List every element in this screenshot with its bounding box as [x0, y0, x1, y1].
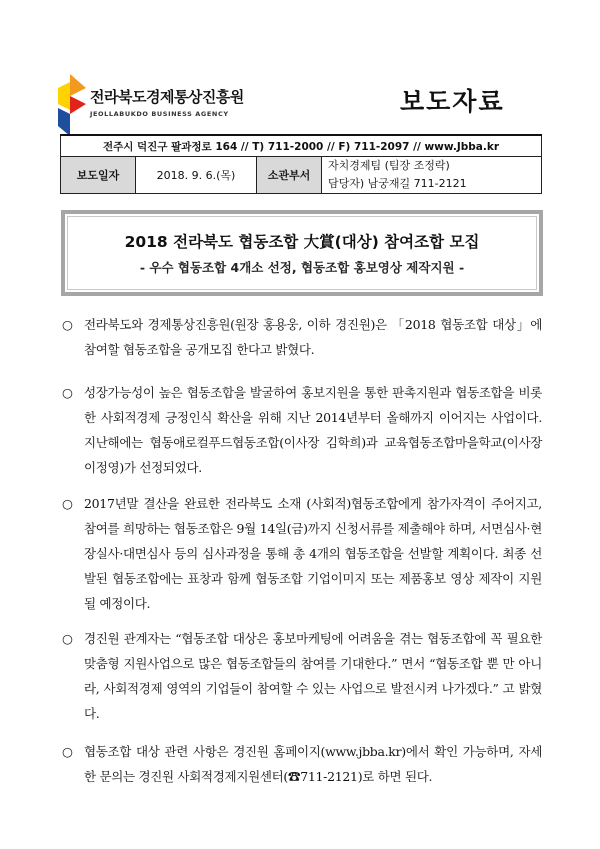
- address-contact: 전주시 덕진구 팔과정로 164 // T) 711-2000 // F) 711-2097 // www.Jbba.kr: [61, 135, 542, 157]
- logo-orange-shape: [70, 74, 86, 96]
- release-date-value: 2018. 9. 6.(목): [136, 157, 257, 194]
- headline-inner-border: [67, 216, 537, 290]
- headline-subtitle: - 우수 협동조합 4개소 선정, 협동조합 홍보영상 제작지원 -: [139, 260, 465, 275]
- body-paragraph-4: [62, 626, 542, 726]
- bullet-circle: ○: [62, 317, 73, 332]
- logo-red-shape: [70, 96, 86, 114]
- paragraph-text: 성장가능성이 높은 협동조합을 발굴하여 홍보지원을 통한 판촉지원과 협동조합을 비롯한 사회적경제 긍정인식 확산을 위해 지난 2014년부터 올해까지 이어지는 사업이다. 지난해에는 협동애로컬푸드협동조합(이사장 김학희)과 교육협동조합마을학교(이사장 이정영)가 선정되었다.: [84, 385, 542, 475]
- paragraph-text: 전라북도와 경제통상진흥원(원장 홍용웅, 이하 경진원)은 「2018 협동조합 대상」에 참여할 협동조합을 공개모집 한다고 밝혔다.: [84, 317, 542, 357]
- department-team: 자치경제팀 (팀장 조정락): [328, 159, 450, 172]
- press-info-table: [60, 134, 542, 194]
- department-label: 소관부서: [257, 157, 322, 194]
- address-row: [61, 135, 542, 157]
- headline-box: [61, 210, 543, 296]
- logo-yellow-shape: [58, 82, 70, 110]
- agency-logo: [56, 74, 286, 136]
- release-date-label: 보도일자: [61, 157, 136, 194]
- logo-blue-shape: [58, 108, 70, 136]
- bullet-circle: ○: [62, 631, 73, 646]
- release-info-row: [61, 157, 542, 194]
- bullet-circle: ○: [62, 385, 73, 400]
- department-value: [322, 157, 542, 194]
- paragraph-text: 협동조합 대상 관련 사항은 경진원 홈페이지(www.jbba.kr)에서 확인 가능하며, 자세한 문의는 경진원 사회적경제지원센터(☎711-2121)로 하면 된다.: [84, 744, 542, 784]
- body-paragraph-1: [62, 312, 542, 362]
- department-contact: 담당자) 남궁재길 711-2121: [328, 177, 467, 190]
- paragraph-text: 경진원 관계자는 “협동조합 대상은 홍보마케팅에 어려움을 겪는 협동조합에 꼭 필요한 맞춤형 지원사업으로 많은 협동조합들의 참여를 기대한다.” 면서 “협동조합 뿐 만 아니라, 사회적경제 영역의 기업들이 참여할 수 있는 사업으로 발전시켜 나가겠다.” 고 밝혔다.: [84, 631, 542, 721]
- body-paragraph-3: [62, 491, 542, 616]
- agency-logo-mark: [56, 74, 86, 136]
- bullet-circle: ○: [62, 744, 73, 759]
- document-type-title: 보도자료: [400, 87, 505, 116]
- headline-title: 2018 전라북도 협동조합 大賞(대상) 참여조합 모집: [124, 233, 480, 251]
- bullet-circle: ○: [62, 496, 73, 511]
- paragraph-text: 2017년말 결산을 완료한 전라북도 소재 (사회적)협동조합에게 참가자격이 주어지고, 참여를 희망하는 협동조합은 9월 14일(금)까지 신청서류를 제출해야 하며, 서면심사·현장실사·대면심사 등의 심사과정을 통해 총 4개의 협동조합을 선발할 계획이다. 최종 선발된 협동조합에는 표창과 함께 협동조합 기업이미지 또는 제품홍보 영상 제작이 지원 될 예정이다.: [84, 496, 542, 611]
- logo-english-name: JEOLLABUKDO BUSINESS AGENCY: [90, 110, 229, 118]
- body-paragraph-5: [62, 739, 542, 789]
- body-paragraph-2: [62, 380, 542, 480]
- logo-korean-name: 전라북도경제통상진흥원: [90, 88, 244, 106]
